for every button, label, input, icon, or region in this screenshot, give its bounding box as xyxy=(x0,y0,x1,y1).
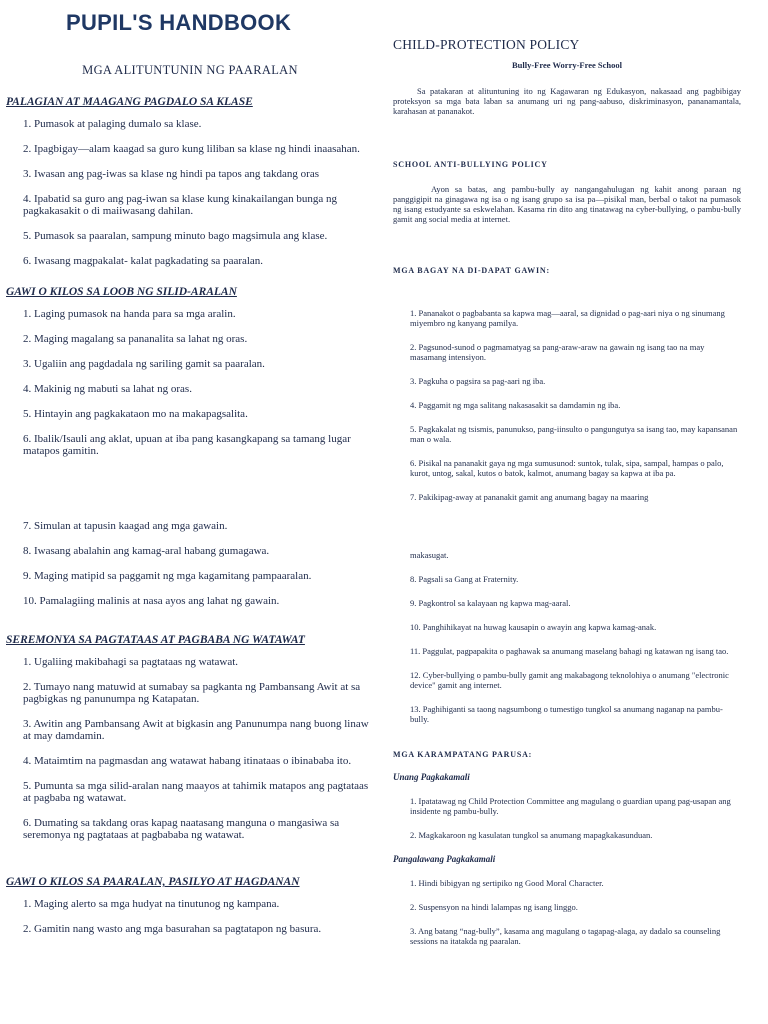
section-heading-hallway: GAWI O KILOS SA PAARALAN, PASILYO AT HAGDANAN xyxy=(6,876,300,888)
list-item: 5. Pagkakalat ng tsismis, panunukso, pang-iinsulto o pangungutya sa isang tao, may kapansanan man o wala. xyxy=(410,424,738,444)
hallway-list xyxy=(6,898,374,935)
list-item: 8. Iwasang abalahin ang kamag-aral habang gumagawa. xyxy=(23,545,270,557)
list-item: 5. Pumasok sa paaralan, sampung minuto bago magsimula ang klase. xyxy=(23,230,328,242)
list-item: 6. Pisikal na pananakit gaya ng mga sumusunod: suntok, tulak, sipa, sampal, hampas o palo, kurot, untog, sakal, kutos o batok, kalmot, anumang bagay sa kapwa at iba pa. xyxy=(410,458,724,478)
list-item: 1. Maging alerto sa mga hudyat na tinutunog ng kampana. xyxy=(23,898,280,910)
list-item: 7. Pakikipag-away at pananakit gamit ang anumang bagay na maaring xyxy=(410,492,649,502)
list-item: 4. Makinig ng mabuti sa lahat ng oras. xyxy=(23,383,192,395)
list-item: 3. Pagkuha o pagsira sa pag-aari ng iba. xyxy=(410,376,546,386)
list-item: 3. Iwasan ang pag-iwas sa klase ng hindi pa tapos ang takdang oras xyxy=(23,168,320,180)
list-item: 11. Paggulat, pagpapakita o paghawak sa anumang maselang bahagi ng katawan ng isang tao. xyxy=(410,646,729,656)
list-item: 2. Pagsunod-sunod o pagmamatyag sa pang-araw-araw na gawain ng isang tao na may masamang intensiyon. xyxy=(410,342,705,362)
flag-ceremony-list xyxy=(6,656,374,841)
anti-bullying-paragraph: Ayon sa batas, ang pambu-bully ay nangangahulugan ng kahit anong paraan ng panggigipit na ginagawa ng isa o ng isang grupo sa isa pa—pisikal man, berbal o takot na pumasok ng isang estudyante sa eskwelahan. Kasama rin dito ang tinatawag na cyber-bullying, o pambu-bully gamit ang social media at internet. xyxy=(393,184,741,224)
list-item: 4. Ipabatid sa guro ang pag-iwan sa klase kung kinakailangan bunga ng pagkakasakit o di maiiwasang dahilan. xyxy=(23,193,338,217)
donts-list xyxy=(393,308,741,502)
second-offense-list xyxy=(393,878,741,946)
list-item: 3. Ang batang “nag-bully”, kasama ang magulang o tagapag-alaga, ay dadalo sa counseling sessions na itatakda ng paaralan. xyxy=(410,926,721,946)
donts-list-continued xyxy=(393,550,741,724)
anti-bullying-heading: SCHOOL ANTI-BULLYING POLICY xyxy=(393,160,548,169)
first-offense-list xyxy=(393,796,741,840)
section-heading-classroom: GAWI O KILOS SA LOOB NG SILID-ARALAN xyxy=(6,286,237,298)
child-protection-title: CHILD-PROTECTION POLICY xyxy=(393,37,580,52)
list-item: 8. Pagsali sa Gang at Fraternity. xyxy=(410,574,519,584)
donts-heading: MGA BAGAY NA DI-DAPAT GAWIN: xyxy=(393,266,550,275)
list-item: 1. Pumasok at palaging dumalo sa klase. xyxy=(23,118,202,130)
intro-paragraph: Sa patakaran at alituntuning ito ng Kagawaran ng Edukasyon, nakasaad ang pagbibigay proteksyon sa mga bata laban sa anumang uri ng pang-aabuso, diskriminasyon, pananamantala, karahasan at pananakot. xyxy=(393,86,741,116)
child-protection-subtitle: Bully-Free Worry-Free School xyxy=(511,60,622,70)
school-rules-subtitle: MGA ALITUNTUNIN NG PAARALAN xyxy=(82,63,298,77)
list-item: 12. Cyber-bullying o pambu-bully gamit ang makabagong teknolohiya o anumang "electronic device" gamit ang internet. xyxy=(410,670,729,690)
second-offense-heading: Pangalawang Pagkakamali xyxy=(393,854,496,864)
list-item: 7. Simulan at tapusin kaagad ang mga gawain. xyxy=(23,520,228,532)
list-item: 2. Ipagbigay—alam kaagad sa guro kung liliban sa klase ng hindi inaasahan. xyxy=(23,143,360,155)
list-item: makasugat. xyxy=(410,550,449,560)
list-item: 3. Ugaliin ang pagdadala ng sariling gamit sa paaralan. xyxy=(23,358,265,370)
list-item: 6. Ibalik/Isauli ang aklat, upuan at iba pang kasangkapang sa tamang lugar matapos gamitin. xyxy=(23,433,351,457)
classroom-list-continued xyxy=(6,520,374,607)
first-offense-heading: Unang Pagkakamali xyxy=(393,772,470,782)
list-item: 9. Maging matipid sa paggamit ng mga kagamitang pampaaralan. xyxy=(23,570,312,582)
list-item: 2. Tumayo nang matuwid at sumabay sa pagkanta ng Pambansang Awit at sa pagbigkas ng panunumpa ng Katapatan. xyxy=(23,681,361,705)
list-item: 2. Maging magalang sa pananalita sa lahat ng oras. xyxy=(23,333,248,345)
list-item: 1. Ugaliing makibahagi sa pagtataas ng watawat. xyxy=(23,656,239,668)
page-title: PUPIL'S HANDBOOK xyxy=(66,10,292,35)
left-column xyxy=(6,64,374,948)
list-item: 10. Panghihikayat na huwag kausapin o awayin ang kapwa kamag-anak. xyxy=(410,622,657,632)
list-item: 9. Pagkontrol sa kalayaan ng kapwa mag-aaral. xyxy=(410,598,571,608)
list-item: 6. Iwasang magpakalat- kalat pagkadating sa paaralan. xyxy=(23,255,264,267)
list-item: 3. Awitin ang Pambansang Awit at bigkasin ang Panunumpa nang buong linaw at may damdamin. xyxy=(23,718,369,742)
list-item: 4. Mataimtim na pagmasdan ang watawat habang itinataas o ibinababa ito. xyxy=(23,755,352,767)
section-heading-attendance: PALAGIAN AT MAAGANG PAGDALO SA KLASE xyxy=(6,96,253,108)
penalty-heading: MGA KARAMPATANG PARUSA: xyxy=(393,750,533,759)
list-item: 10. Pamalagiing malinis at nasa ayos ang lahat ng gawain. xyxy=(23,595,280,607)
list-item: 5. Hintayin ang pagkakataon mo na makapagsalita. xyxy=(23,408,248,420)
list-item: 4. Paggamit ng mga salitang nakasasakit sa damdamin ng iba. xyxy=(410,400,621,410)
list-item: 5. Pumunta sa mga silid-aralan nang maayos at tahimik matapos ang pagtataas at pagbaba ng watawat. xyxy=(23,780,369,804)
list-item: 1. Ipatatawag ng Child Protection Committee ang magulang o guardian upang pag-usapan ang insidente ng pambu-bully. xyxy=(410,796,731,816)
attendance-list xyxy=(6,118,374,267)
section-heading-flag-ceremony: SEREMONYA SA PAGTATAAS AT PAGBABA NG WATAWAT xyxy=(6,634,305,646)
list-item: 1. Laging pumasok na handa para sa mga aralin. xyxy=(23,308,236,320)
list-item: 2. Magkakaroon ng kasulatan tungkol sa anumang mapagkakasunduan. xyxy=(410,830,653,840)
list-item: 6. Dumating sa takdang oras kapag naatasang manguna o mangasiwa sa seremonya ng pagtataas at pagbababa ng watawat. xyxy=(23,817,340,841)
right-column xyxy=(393,37,741,960)
list-item: 2. Gamitin nang wasto ang mga basurahan sa pagtatapon ng basura. xyxy=(23,923,322,935)
list-item: 1. Pananakot o pagbabanta sa kapwa mag—aaral, sa dignidad o pag-aari niya o ng sinumang miyembro ng kanyang pamilya. xyxy=(410,308,725,328)
list-item: 13. Paghihiganti sa taong nagsumbong o tumestigo tungkol sa anumang naganap na pambu-bully. xyxy=(410,704,723,724)
list-item: 1. Hindi bibigyan ng sertipiko ng Good Moral Character. xyxy=(410,878,604,888)
list-item: 2. Suspensyon na hindi lalampas ng isang linggo. xyxy=(410,902,578,912)
classroom-list xyxy=(6,308,374,457)
